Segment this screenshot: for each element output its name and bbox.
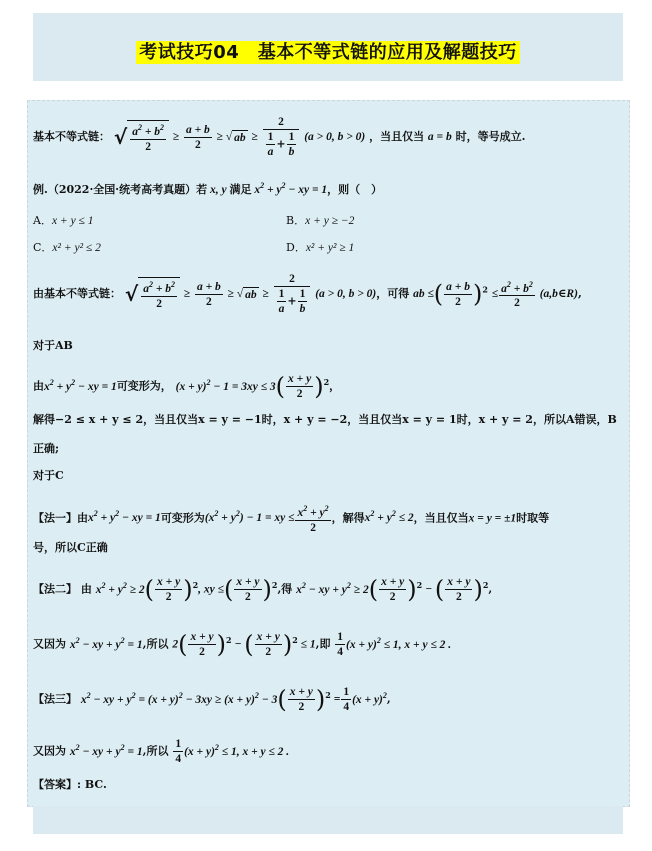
method-one-line: 【法一】由$x^2 + y^2$ − xy = 1可变形为$(x^2 + y^2) - 1$ = xy ≤ $\frac{x^2 + y^2}{2}$ ，解得$x^2 + y^2 \le 2$，当且仅当x = y = ±1时取等 — [33, 504, 550, 534]
title-banner — [33, 13, 623, 81]
method-one-line-2: 号，所以C正确 — [33, 541, 108, 554]
solution-chain-line: 由基本不等式链： √ $\frac{a^2 + b^2}{2}$ ≥ $\frac{a + b}{2}$ ≥ √ ab ≥ 2 $\frac{1}{a}$ + $\frac{1}{b}$ (a > 0, b > 0)，可得 ab ≤( $\frac{a + b}{2}$ )$^2$ ≤ $\frac{a^2 + b^2}{2}$ (a,b∈R), — [33, 273, 582, 315]
option-b: B．x + y ≥ −2 — [286, 214, 355, 227]
answer-line: 【答案】: BC. — [33, 778, 107, 791]
method-three-line: 【法三】 $x^2$ − xy + $y^2 = (x + y)^2 - 3xy \ge (x + y)^2 - 3$( $\frac{x + y}{2}$ )$^2$ = $\frac{1}{4}$ $(x + y)^2$, — [33, 685, 391, 714]
ab-result-line: 解得−2 ≤ x + y ≤ 2，当且仅当x = y = −1时，x + y = −2，当且仅当x = y = 1时，x + y = 2，所以A错误，B — [33, 413, 617, 426]
method-two-line: 【法二】 由 $x^2 + y^2 \ge 2$( $\frac{x + y}{2}$ )$^2$, xy ≤( $\frac{x + y}{2}$ )$^2$,得 $x^2$ − xy + $y^2 \ge 2$( $\frac{x + y}{2}$ )$^2$ − ( $\frac{x + y}{2}$ )$^2$, — [33, 575, 493, 604]
for-c-heading: 对于C — [33, 469, 64, 482]
footer-band — [33, 806, 623, 834]
page-title: 考试技巧04 基本不等式链的应用及解题技巧 — [136, 41, 520, 64]
example-question: 例.（2022·全国·统考高考真题）若 x, y 满足 $x^2 + y^2$ − xy = 1，则（ ） — [33, 181, 383, 196]
method-three-line-2: 又因为 $x^2$ − xy + $y^2 = 1$,所以 $\frac{1}{4}$ $(x + y)^2 \le 1$, x + y ≤ 2 . — [33, 738, 290, 765]
for-ab-heading: 对于AB — [33, 339, 73, 352]
option-c: C．x² + y² ≤ 2 — [33, 241, 101, 254]
ab-result-line-2: 正确; — [33, 442, 60, 455]
inequality-chain-line: 基本不等式链： √ $\frac{a^2 + b^2}{2}$ ≥ $\frac{a + b}{2}$ ≥ √ ab ≥ 2 $\frac{1}{a}$ + $\frac{1}{b}$ (a > 0, b > 0) ，当且仅当 a = b 时，等号成立. — [33, 116, 526, 158]
ab-transform-line: 由$x^2 + y^2$ − xy = 1可变形为， $(x + y)^2 - 1 = 3xy \le 3$( $\frac{x + y}{2}$ )$^2$， — [33, 372, 341, 401]
option-a: A．x + y ≤ 1 — [33, 214, 94, 227]
option-d: D．x² + y² ≥ 1 — [286, 241, 355, 254]
method-two-line-2: 又因为 $x^2$ − xy + $y^2 = 1$,所以 2( $\frac{x + y}{2}$ )$^2$ − ( $\frac{x + y}{2}$ )$^2$ ≤ 1,即 $\frac{1}{4}$ $(x + y)^2 \le 1$, x + y ≤ 2 . — [33, 630, 452, 659]
